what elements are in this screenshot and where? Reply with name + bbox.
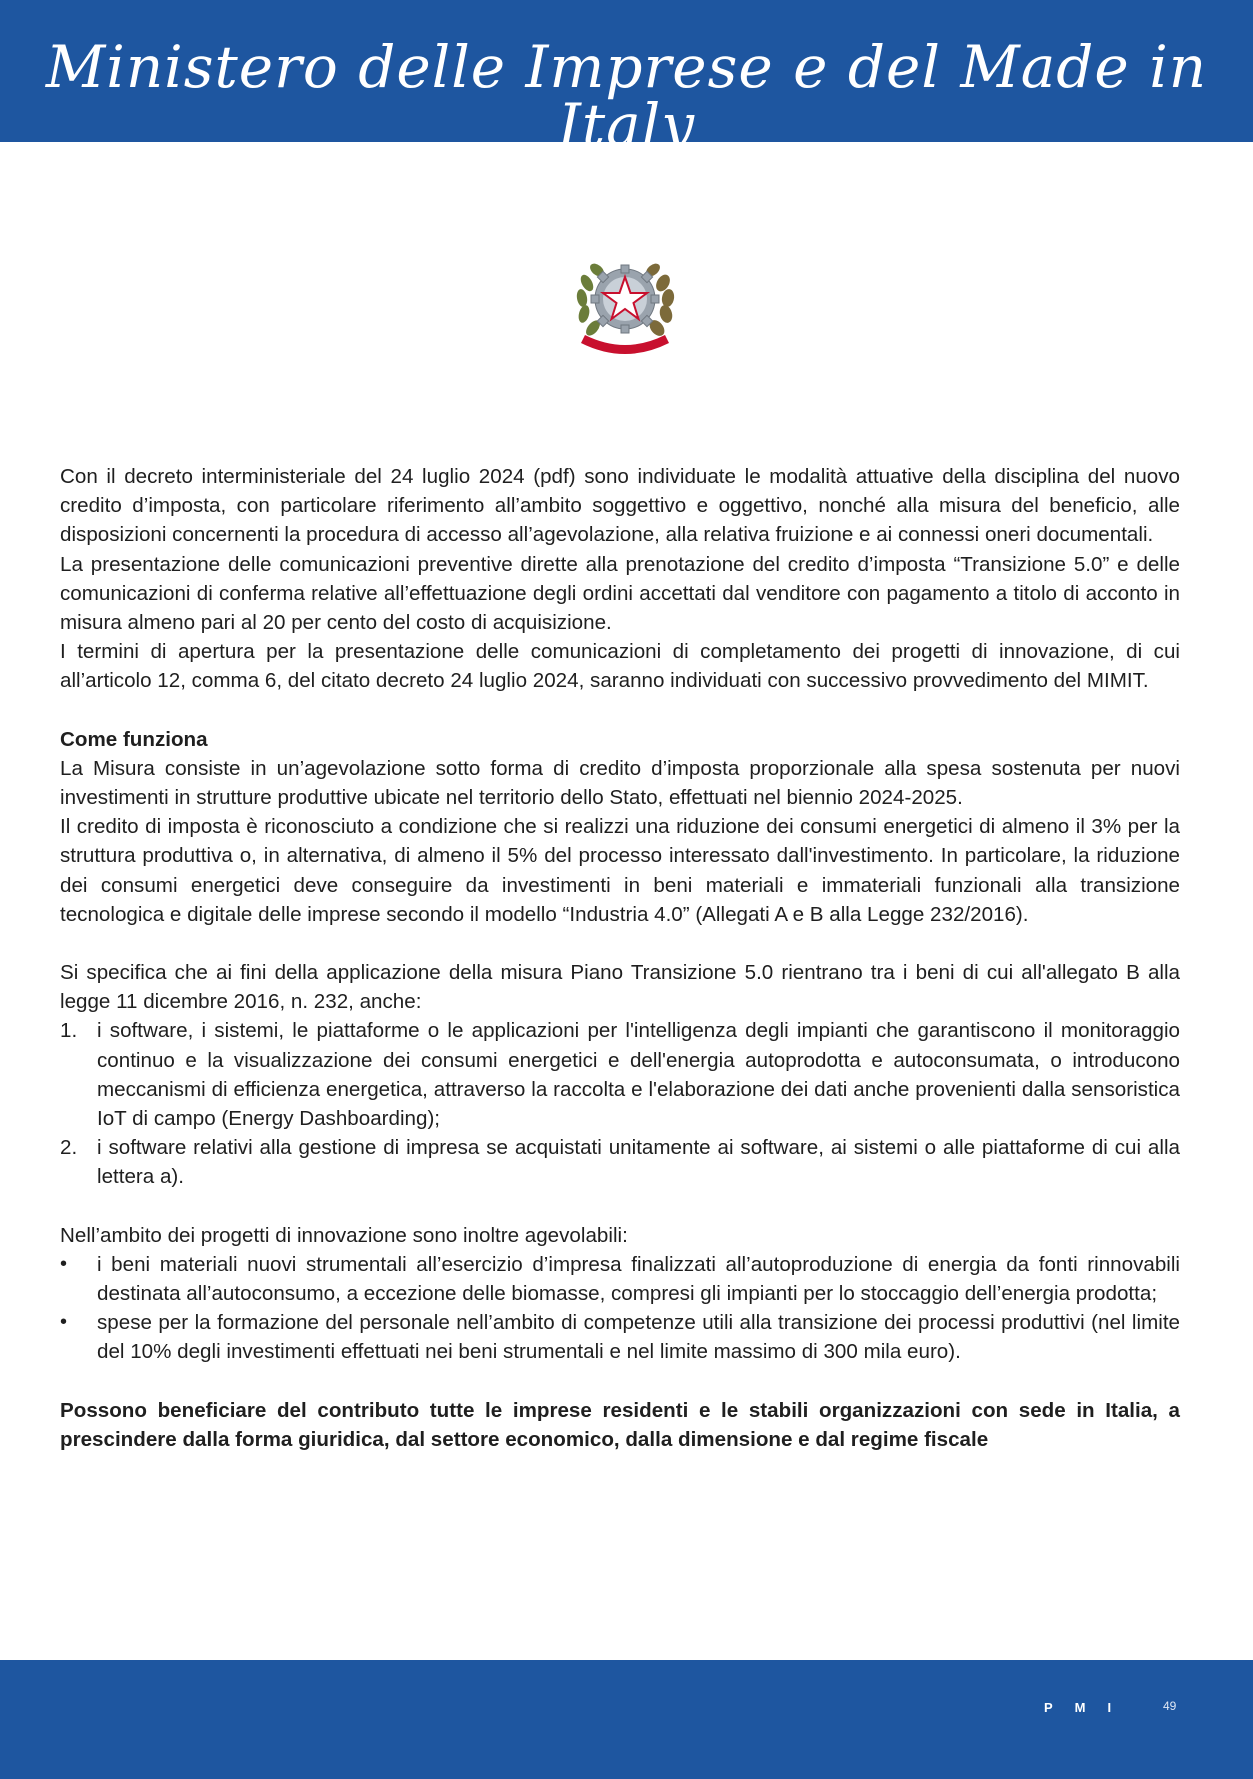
intro-paragraph: I termini di apertura per la presentazione delle comunicazioni di completamento dei progetti di innovazione, di cui all’articolo 12, comma 6, del citato decreto 24 luglio 2024, saranno individuati con successivo provvedimento del MIMIT. [60, 640, 1180, 693]
list-item-text: i beni materiali nuovi strumentali all’esercizio d’impresa finalizzati all’autoproduzione di energia da fonti rinnovabili destinata all’autoconsumo, a eccezione delle biomasse, compresi gli impianti per lo stoccaggio dell’energia prodotta; [97, 1252, 1180, 1306]
list-item-text: i software relativi alla gestione di impresa se acquistati unitamente ai software, ai sistemi o alle piattaforme di cui alla lettera a). [97, 1136, 1180, 1189]
section-paragraph: Il credito di imposta è riconosciuto a condizione che si realizzi una riduzione dei consumi energetici di almeno il 3% per la struttura produttiva o, in alternativa, di almeno il 5% del processo interessato dall'investimento. In particolare, la riduzione dei consumi energetici deve conseguire da investimenti in beni materiali e immateriali funzionali alla transizione tecnologica e digitale delle imprese secondo il modello “Industria 4.0” (Allegati A e B alla Legge 232/2016). [60, 815, 1180, 926]
list-item [60, 1016, 1180, 1133]
section-paragraph: La Misura consiste in un’agevolazione sotto forma di credito d’imposta proporzionale alla spesa sostenuta per nuovi investimenti in strutture produttive ubicate nel territorio dello Stato, effettuati nel biennio 2024-2025. [60, 756, 1180, 810]
numbered-list [60, 1016, 1180, 1191]
intro-paragraph: Con il decreto interministeriale del 24 luglio 2024 (pdf) sono individuate le modalità attuative della disciplina del nuovo credito d’imposta, con particolare riferimento all’ambito soggettivo e oggettivo, nonché alla misura del beneficio, alle disposizioni concernenti la procedura di accesso all’agevolazione, alla relativa fruizione e ai connessi oneri documentali. [60, 465, 1180, 547]
allegato-intro: Si specifica che ai fini della applicazione della misura Piano Transizione 5.0 rientrano tra i beni di cui all'allegato B alla legge 11 dicembre 2016, n. 232, anche: [60, 961, 1180, 1014]
bullet-list [60, 1250, 1180, 1367]
list-item [60, 1133, 1180, 1191]
section-heading: Come funziona [60, 727, 208, 751]
list-item-text: i software, i sistemi, le piattaforme o le applicazioni per l'intelligenza degli impianti che garantiscono il monitoraggio continuo e la visualizzazione dei consumi energetici e dell'energia autoprodotta e autoconsumata, o introducono meccanismi di efficienza energetica, attraverso la raccolta e l'elaborazione dei dati anche provenienti dalla sensoristica IoT di campo (Energy Dashboarding); [97, 1019, 1180, 1131]
header-band [0, 0, 1253, 159]
list-item [60, 1308, 1180, 1366]
footer-brand [1044, 1700, 1133, 1715]
footer-band [0, 1660, 1253, 1779]
brand-letter: M [1074, 1700, 1086, 1715]
closing-bold-paragraph: Possono beneficiare del contributo tutte le imprese residenti e le stabili organizzazioni con sede in Italia, a prescindere dalla forma giuridica, dal settore economico, dalla dimensione e dal regime fiscale [60, 1398, 1180, 1451]
list-number: 2. [60, 1136, 78, 1160]
brand-letter: I [1107, 1700, 1112, 1715]
bullet-icon: • [60, 1252, 68, 1275]
ministry-title: Ministero delle Imprese e del Made in Italy [45, 33, 1208, 159]
list-item [60, 1250, 1180, 1308]
list-number: 1. [60, 1019, 78, 1043]
document-body [60, 462, 1180, 1454]
page-number: 49 [1163, 1699, 1177, 1713]
list-item-text: spese per la formazione del personale nell’ambito di competenze utili alla transizione dei processi produttivi (nel limite del 10% degli investimenti effettuati nei beni strumentali e nel limite massimo di 300 mila euro). [97, 1311, 1180, 1364]
innovazione-intro: Nell’ambito dei progetti di innovazione sono inoltre agevolabili: [60, 1223, 628, 1247]
intro-paragraph: La presentazione delle comunicazioni preventive dirette alla prenotazione del credito d’imposta “Transizione 5.0” e delle comunicazioni di conferma relative all’effettuazione degli ordini accettati dal venditore con pagamento a titolo di acconto in misura almeno pari al 20 per cento del costo di acquisizione. [60, 552, 1180, 635]
bullet-icon: • [60, 1311, 68, 1334]
brand-letter: P [1044, 1700, 1053, 1715]
emblem-of-italy-icon [573, 243, 677, 361]
